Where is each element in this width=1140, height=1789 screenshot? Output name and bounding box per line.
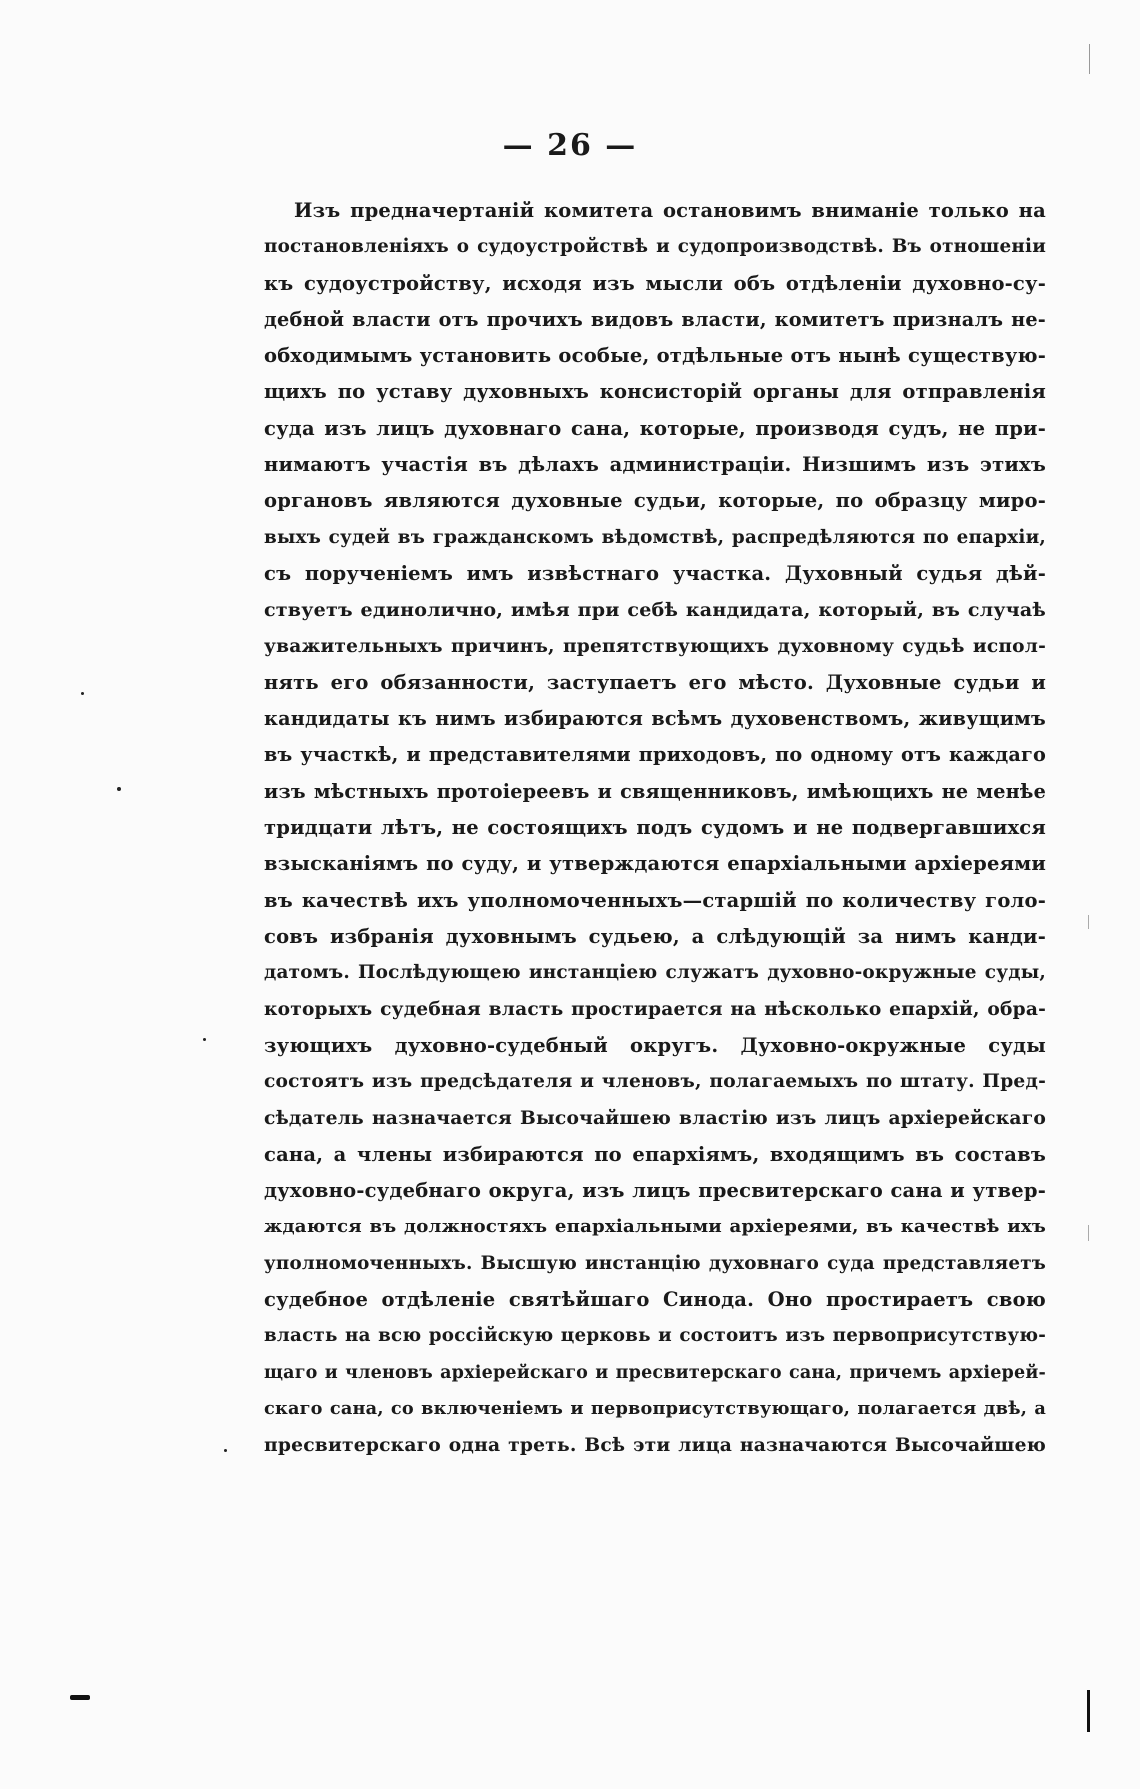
text-line: изъ мѣстныхъ протоіереевъ и священниковъ, имѣющихъ не менѣе: [264, 779, 1046, 803]
text-line: уважительныхъ причинъ, препятствующихъ духовному судьѣ испол-: [264, 635, 1046, 657]
text-line: органовъ являются духовные судьи, которые, по образцу миро-: [264, 489, 1046, 513]
text-line: сана, а члены избираются по епархіямъ, входящимъ въ составъ: [264, 1142, 1046, 1166]
scan-edge-mark: [1089, 44, 1090, 74]
page-number: — 26 —: [502, 128, 638, 163]
text-line: пресвитерскаго одна треть. Всѣ эти лица назначаются Высочайшею: [264, 1434, 1046, 1457]
scan-speck: [224, 1449, 227, 1452]
scan-edge-mark: [1088, 915, 1089, 929]
text-line: ствуетъ единолично, имѣя при себѣ кандидата, который, въ случаѣ: [264, 599, 1046, 622]
text-line: къ судоустройству, исходя изъ мысли объ отдѣленіи духовно-су-: [264, 271, 1046, 295]
body-text: [264, 193, 1046, 1463]
scan-edge-mark: [1088, 1225, 1089, 1241]
text-line: обходимымъ установить особые, отдѣльные отъ нынѣ существую-: [264, 344, 1046, 368]
text-line: зующихъ духовно-судебный округъ. Духовно-окружные суды: [264, 1033, 1046, 1057]
text-line: щихъ по уставу духовныхъ консисторій органы для отправленія: [264, 380, 1046, 404]
text-line: выхъ судей въ гражданскомъ вѣдомствѣ, распредѣляются по епархіи,: [264, 526, 1046, 548]
scan-edge-mark: [1087, 1690, 1090, 1732]
text-line: судебное отдѣленіе святѣйшаго Синода. Оно простираетъ свою: [264, 1287, 1046, 1311]
text-line: въ участкѣ, и представителями приходовъ, по одному отъ каждаго: [264, 743, 1046, 767]
text-line: нять его обязанности, заступаетъ его мѣсто. Духовные судьи и: [264, 670, 1046, 694]
text-line: съ порученіемъ имъ извѣстнаго участка. Духовный судья дѣй-: [264, 561, 1046, 585]
scan-edge-mark: [70, 1695, 90, 1700]
scan-speck: [203, 1038, 206, 1041]
text-line: датомъ. Послѣдующею инстанціею служатъ духовно-окружные суды,: [264, 962, 1046, 984]
text-line: нимаютъ участія въ дѣлахъ администраціи. Низшимъ изъ этихъ: [264, 453, 1046, 477]
text-line: щаго и членовъ архіерейскаго и пресвитерскаго сана, причемъ архіерей-: [264, 1362, 1046, 1383]
text-line: кандидаты къ нимъ избираются всѣмъ духовенствомъ, живущимъ: [264, 707, 1046, 731]
text-line: постановленіяхъ о судоустройствѣ и судопроизводствѣ. Въ отношеніи: [264, 236, 1046, 258]
text-line: духовно-судебнаго округа, изъ лицъ пресвитерскаго сана и утвер-: [264, 1179, 1046, 1203]
text-line: въ качествѣ ихъ уполномоченныхъ—старшій по количеству голо-: [264, 888, 1046, 912]
scan-speck: [117, 787, 121, 791]
scan-speck: [81, 692, 84, 695]
text-line: Изъ предначертаній комитета остановимъ вниманіе только на: [294, 199, 1046, 222]
text-line: власть на всю россійскую церковь и состоитъ изъ первоприсутствую-: [264, 1325, 1046, 1347]
text-line: взысканіямъ по суду, и утверждаются епархіальными архіереями: [264, 852, 1046, 876]
text-line: сѣдатель назначается Высочайшею властію изъ лицъ архіерейскаго: [264, 1107, 1046, 1130]
text-line: уполномоченныхъ. Высшую инстанцію духовнаго суда представляетъ: [264, 1252, 1046, 1274]
text-line: скаго сана, со включеніемъ и первоприсутствующаго, полагается двѣ, а: [264, 1397, 1046, 1419]
text-line: тридцати лѣтъ, не состоящихъ подъ судомъ и не подвергавшихся: [264, 816, 1046, 840]
text-line: дебной власти отъ прочихъ видовъ власти, комитетъ призналъ не-: [264, 307, 1046, 331]
text-line: ждаются въ должностяхъ епархіальными архіереями, въ качествѣ ихъ: [264, 1216, 1046, 1238]
text-line: совъ избранія духовнымъ судьею, а слѣдующій за нимъ канди-: [264, 924, 1046, 948]
text-line: состоятъ изъ предсѣдателя и членовъ, полагаемыхъ по штату. Пред-: [264, 1071, 1046, 1093]
text-line: суда изъ лицъ духовнаго сана, которые, производя судъ, не при-: [264, 416, 1046, 440]
text-line: которыхъ судебная власть простирается на нѣсколько епархій, обра-: [264, 998, 1046, 1020]
